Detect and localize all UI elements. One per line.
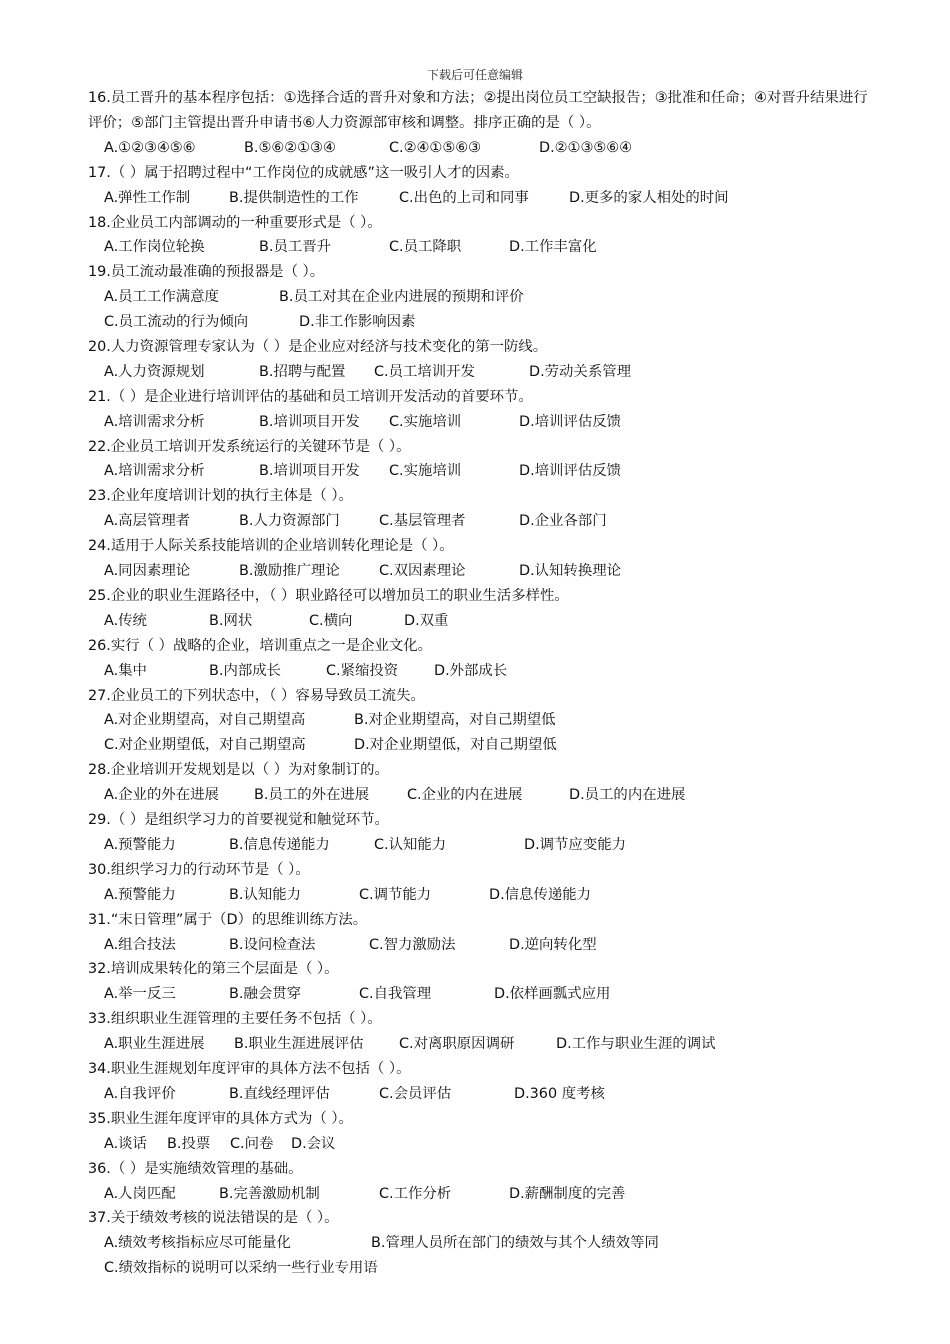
question-stem: 36.（ ）是实施绩效管理的基础。 — [88, 1160, 303, 1177]
answer-option: B.激励推广理论 — [239, 563, 340, 580]
answer-option: D.培训评估反馈 — [519, 463, 621, 480]
question-stem: 29.（ ）是组织学习力的首要视觉和触觉环节。 — [88, 812, 389, 829]
answer-option: D.劳动关系管理 — [529, 363, 631, 380]
option-row — [88, 733, 878, 758]
page-header: 下载后可任意编辑 — [426, 68, 523, 82]
answer-option: D.工作丰富化 — [509, 239, 597, 256]
answer-option: B.员工对其在企业内进展的预期和评价 — [279, 289, 524, 306]
answer-option: A.绩效考核指标应尽可能量化 — [104, 1235, 291, 1252]
option-row — [88, 1182, 878, 1207]
answer-option: B.对企业期望高，对自己期望低 — [354, 712, 556, 729]
answer-option: C.会员评估 — [379, 1085, 452, 1102]
question-stem: 21.（ ）是企业进行培训评估的基础和员工培训开发活动的首要环节。 — [88, 388, 533, 405]
answer-option: B.提供制造性的工作 — [229, 189, 359, 206]
question-stem: 34.职业生涯规划年度评审的具体方法不包括（ ）。 — [88, 1061, 411, 1078]
answer-option: D.信息传递能力 — [489, 886, 591, 903]
answer-option: A.自我评价 — [104, 1085, 176, 1102]
answer-option: A.工作岗位轮换 — [104, 239, 205, 256]
option-row — [88, 708, 878, 733]
answer-option: B.设问检查法 — [229, 936, 316, 953]
question-stem: 26.实行（ ）战略的企业，培训重点之一是企业文化。 — [88, 637, 433, 654]
option-row — [88, 1132, 878, 1157]
answer-option: C.对离职原因调研 — [399, 1036, 515, 1053]
question-stem: 35.职业生涯年度评审的具体方式为（ ）。 — [88, 1110, 353, 1127]
answer-option: C.自我管理 — [359, 986, 432, 1003]
answer-option: C.员工培训开发 — [374, 363, 475, 380]
option-row — [88, 509, 878, 534]
answer-option: A.①②③④⑤⑥ — [104, 139, 196, 156]
answer-option: A.对企业期望高，对自己期望高 — [104, 712, 306, 729]
answer-option: D.更多的家人相处的时间 — [569, 189, 729, 206]
answer-option: D.员工的内在进展 — [569, 787, 686, 804]
answer-option: B.员工的外在进展 — [254, 787, 370, 804]
answer-option: D.会议 — [291, 1135, 336, 1152]
question-stem: 22.企业员工培训开发系统运行的关键环节是（ ）。 — [88, 438, 411, 455]
answer-option: C.紧缩投资 — [326, 662, 399, 679]
answer-option: A.预警能力 — [104, 836, 176, 853]
option-row — [88, 659, 878, 684]
option-row — [88, 235, 878, 260]
answer-option: B.培训项目开发 — [259, 413, 360, 430]
option-row — [88, 609, 878, 634]
option-row — [88, 833, 878, 858]
answer-option: B.职业生涯进展评估 — [234, 1036, 364, 1053]
question-stem: 18.企业员工内部调动的一种重要形式是（ ）。 — [88, 214, 382, 231]
question-stem: 23.企业年度培训计划的执行主体是（ ）。 — [88, 488, 353, 505]
answer-option: D.培训评估反馈 — [519, 413, 621, 430]
question-stem: 37.关于绩效考核的说法错误的是（ ）。 — [88, 1210, 339, 1227]
answer-option: C.基层管理者 — [379, 513, 466, 530]
answer-option: C.问卷 — [230, 1135, 274, 1152]
answer-option: A.高层管理者 — [104, 513, 191, 530]
answer-option: A.同因素理论 — [104, 563, 191, 580]
question-list — [88, 86, 878, 1281]
answer-option: A.人力资源规划 — [104, 363, 205, 380]
answer-option: D.薪酬制度的完善 — [509, 1185, 626, 1202]
answer-option: A.培训需求分析 — [104, 413, 205, 430]
answer-option: A.传统 — [104, 612, 147, 629]
answer-option: C.实施培训 — [389, 463, 462, 480]
answer-option: D.企业各部门 — [519, 513, 607, 530]
answer-option: C.员工流动的行为倾向 — [104, 314, 249, 331]
option-row — [88, 883, 878, 908]
answer-option: B.投票 — [167, 1135, 211, 1152]
answer-option: B.人力资源部门 — [239, 513, 340, 530]
answer-option: D.外部成长 — [434, 662, 508, 679]
answer-option: D.双重 — [404, 612, 449, 629]
question-stem: 30.组织学习力的行动环节是（ ）。 — [88, 861, 310, 878]
answer-option: B.认知能力 — [229, 886, 302, 903]
answer-option: C.智力激励法 — [369, 936, 456, 953]
option-row — [88, 136, 878, 161]
answer-option: C.工作分析 — [379, 1185, 452, 1202]
answer-option: B.培训项目开发 — [259, 463, 360, 480]
question-stem: 20.人力资源管理专家认为（ ）是企业应对经济与技术变化的第一防线。 — [88, 338, 548, 355]
option-row — [88, 1032, 878, 1057]
answer-option: A.员工工作满意度 — [104, 289, 219, 306]
answer-option: A.组合技法 — [104, 936, 176, 953]
answer-option: B.信息传递能力 — [229, 836, 330, 853]
option-row — [88, 459, 878, 484]
option-row — [88, 285, 878, 310]
answer-option: A.弹性工作制 — [104, 189, 191, 206]
option-row — [88, 783, 878, 808]
answer-option: B.网状 — [209, 612, 253, 629]
answer-option: A.预警能力 — [104, 886, 176, 903]
answer-option: B.⑤⑥②①③④ — [244, 139, 336, 156]
question-stem: 31.“末日管理”属于（D）的思维训练方法。 — [88, 911, 368, 928]
answer-option: A.谈话 — [104, 1135, 147, 1152]
answer-option: D.认知转换理论 — [519, 563, 621, 580]
answer-option: C.②④①⑤⑥③ — [389, 139, 482, 156]
question-stem: 33.组织职业生涯管理的主要任务不包括（ ）。 — [88, 1011, 382, 1028]
answer-option: C.员工降职 — [389, 239, 462, 256]
question-stem: 27.企业员工的下列状态中，（ ）容易导致员工流失。 — [88, 687, 425, 704]
question-stem: 24.适用于人际关系技能培训的企业培训转化理论是（ ）。 — [88, 538, 454, 555]
answer-option: D.逆向转化型 — [509, 936, 597, 953]
answer-option: D.对企业期望低，对自己期望低 — [354, 737, 557, 754]
answer-option: C.双因素理论 — [379, 563, 466, 580]
answer-option: B.管理人员所在部门的绩效与其个人绩效等同 — [371, 1235, 659, 1252]
answer-option: D.工作与职业生涯的调试 — [556, 1036, 716, 1053]
answer-option: B.招聘与配置 — [259, 363, 346, 380]
option-row — [88, 933, 878, 958]
question-stem: 32.培训成果转化的第三个层面是（ ）。 — [88, 961, 339, 978]
answer-option: D.360 度考核 — [514, 1085, 605, 1102]
option-row — [88, 186, 878, 211]
answer-option: A.职业生涯进展 — [104, 1036, 205, 1053]
answer-option: C.出色的上司和同事 — [399, 189, 529, 206]
option-row — [88, 559, 878, 584]
answer-option: C.绩效指标的说明可以采纳一些行业专用语 — [104, 1260, 378, 1277]
option-row — [88, 1256, 878, 1281]
answer-option: A.集中 — [104, 662, 147, 679]
answer-option: D.调节应变能力 — [524, 836, 626, 853]
answer-option: C.对企业期望低，对自己期望高 — [104, 737, 306, 754]
answer-option: A.培训需求分析 — [104, 463, 205, 480]
answer-option: A.人岗匹配 — [104, 1185, 176, 1202]
answer-option: C.企业的内在进展 — [407, 787, 523, 804]
answer-option: B.完善激励机制 — [219, 1185, 320, 1202]
answer-option: C.认知能力 — [374, 836, 447, 853]
option-row — [88, 310, 878, 335]
option-row — [88, 410, 878, 435]
question-stem: 25.企业的职业生涯路径中，（ ）职业路径可以增加员工的职业生活多样性。 — [88, 587, 569, 604]
question-stem: 28.企业培训开发规划是以（ ）为对象制订的。 — [88, 762, 389, 779]
answer-option: D.依样画瓢式应用 — [494, 986, 611, 1003]
question-stem: 19.员工流动最准确的预报器是（ ）。 — [88, 264, 325, 281]
answer-option: C.调节能力 — [359, 886, 432, 903]
answer-option: B.内部成长 — [209, 662, 282, 679]
answer-option: C.横向 — [309, 612, 353, 629]
option-row — [88, 982, 878, 1007]
answer-option: D.非工作影响因素 — [299, 314, 416, 331]
question-stem: 17.（ ）属于招聘过程中“工作岗位的成就感”这一吸引人才的因素。 — [88, 164, 519, 181]
answer-option: A.举一反三 — [104, 986, 176, 1003]
option-row — [88, 1082, 878, 1107]
answer-option: B.员工晋升 — [259, 239, 332, 256]
answer-option: B.直线经理评估 — [229, 1085, 330, 1102]
option-row — [88, 360, 878, 385]
answer-option: C.实施培训 — [389, 413, 462, 430]
answer-option: D.②①③⑤⑥④ — [539, 139, 633, 156]
answer-option: B.融会贯穿 — [229, 986, 302, 1003]
question-stem: 16.员工晋升的基本程序包括：①选择合适的晋升对象和方法；②提出岗位员工空缺报告；③批准和任命；④对晋升结果进行评价；⑤部门主管提出晋升申请书⑥人力资源部审核和调整。排序正确的是（ ）。 — [88, 90, 868, 131]
option-row — [88, 1231, 878, 1256]
answer-option: A.企业的外在进展 — [104, 787, 219, 804]
